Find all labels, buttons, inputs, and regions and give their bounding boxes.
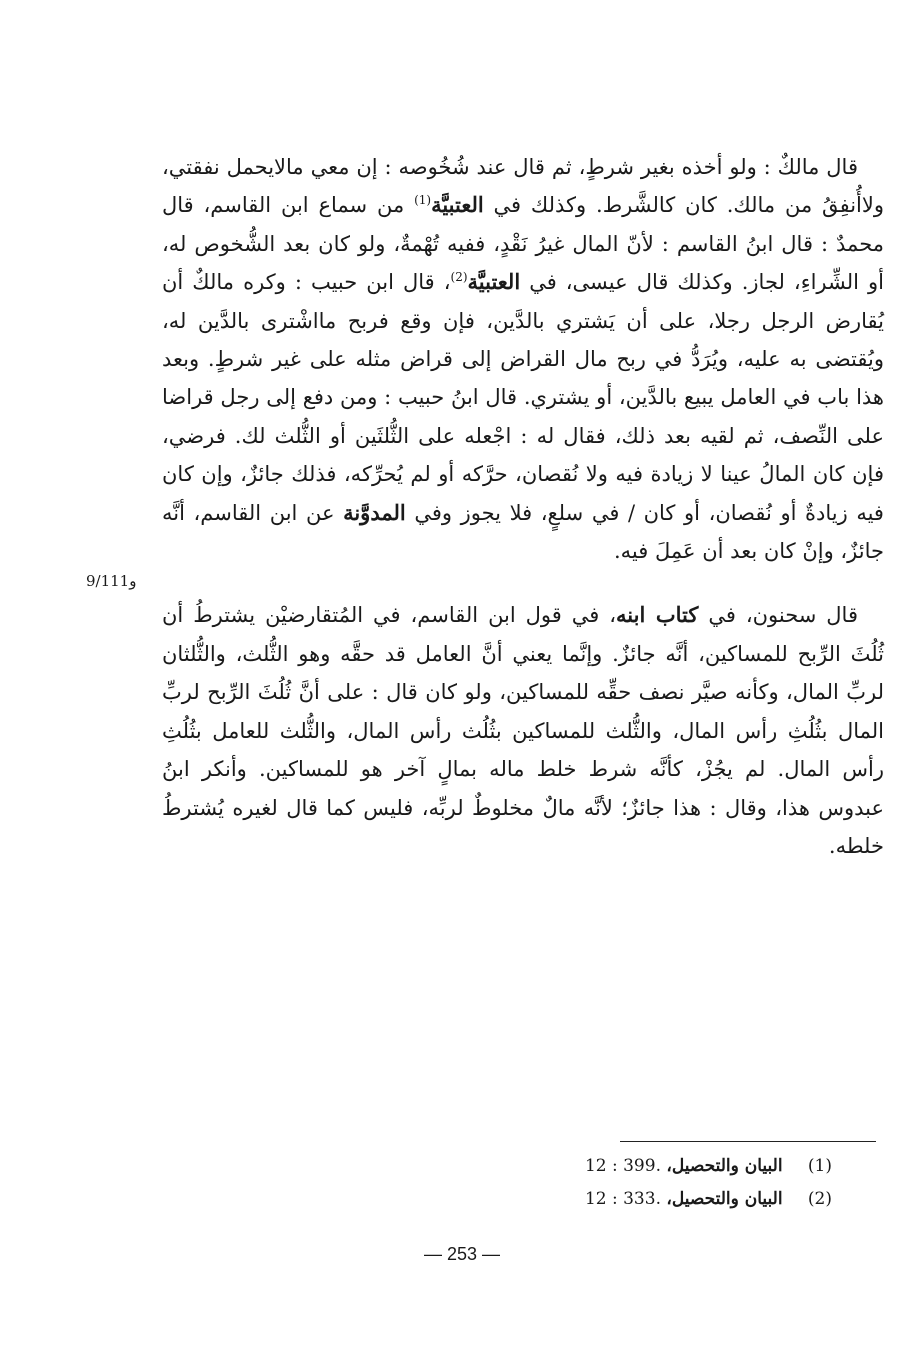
footnote-ref-2[interactable]: (2) bbox=[450, 270, 468, 285]
footnote-source: البيان والتحصيل، bbox=[666, 1156, 783, 1176]
footnote-number: (1) bbox=[807, 1156, 832, 1176]
footnote-ref-1[interactable]: (1) bbox=[414, 193, 432, 208]
text-run: قال سحنون، في bbox=[698, 603, 858, 628]
footnote-reference: 12 : 399. bbox=[584, 1156, 661, 1176]
bold-term-mudawwana: المدوَّنة bbox=[343, 499, 406, 525]
footnote-1 bbox=[585, 1150, 832, 1183]
main-text bbox=[162, 148, 884, 865]
footnote-number: (2) bbox=[807, 1189, 832, 1209]
bold-term-kitab-ibnih: كتاب ابنه bbox=[616, 602, 699, 628]
paragraph-2 bbox=[162, 596, 884, 865]
paragraph-1 bbox=[162, 148, 884, 570]
footnote-2 bbox=[585, 1183, 832, 1216]
footnotes bbox=[585, 1150, 832, 1216]
footnote-divider bbox=[620, 1141, 876, 1142]
page-number: — 253 — bbox=[423, 1244, 501, 1264]
footnote-reference: 12 : 333. bbox=[584, 1189, 661, 1209]
text-run: ، في قول ابن القاسم، في المُتقارضيْن يشترطُ أن ثُلُثَ الرِّبح للمساكين، أنَّه جائزٌ. وإنَّما يعني أنَّ العامل قد حقَّه وهو الثُّلث، والثُّلثان لربِّ المال، وكأنه صيَّر نصف حقِّه للمساكين، ولو كان قال : على أنَّ ثُلُثَ الرِّبح لربِّ المال بثُلُثِ رأس المال، والثُّلث للمساكين بثُلُث رأس المال، والثُّلث للعامل بثُلُثِ رأس المال. لم يجُزْ، كأنَّه شرط خلط ماله بمالٍ آخر هو للمساكين. وأنكر ابنُ عبدوس هذا، وقال : هذا جائزٌ؛ لأنَّه مالٌ مخلوطٌ لربِّه، فليس كما قال لغيره يُشترطُ خلطه. bbox=[162, 603, 884, 858]
bold-term-atbiyya: العتبيَّة bbox=[467, 269, 521, 295]
manuscript-folio-reference: 9/111و bbox=[86, 572, 137, 590]
text-run: من سماع ابن القاسم، قال محمدٌ : قال ابنُ القاسم : لأنّ المال غيرُ نَقْدٍ، ففيه تُهْمةٌ، ولو كان بعد الشُّخوص له، أو الشِّراءِ، لجاز. وكذلك قال عيسى، في bbox=[162, 193, 884, 295]
text-run: ، قال ابن حبيب : وكره مالكٌ أن يُقارض الرجل رجلا، على أن يَشتري بالدَّين، فإن وقع فربح مااشْترى بالدَّين له، ويُقتضى به عليه، ويُرَدُّ في ربح مال القراض إلى قراض مثله على غير شرطٍ. وبعد هذا باب في العامل يبيع بالدَّين، أو يشتري. قال ابنُ حبيب : ومن دفع إلى رجل قراضا على النِّصف، ثم لقيه بعد ذلك، فقال له : اجْعله على الثُّلثَين أو الثُّلث لك. فرضي، فإن كان المالُ عينا لا زيادة فيه ولا نُقصان، حرَّكه أو لم يُحرِّكه، فذلك جائزٌ، وإن كان فيه زيادةٌ أو نُقصان، أو كان / في سلعٍ، فلا يجوز وفي bbox=[162, 270, 884, 525]
text-run: قال مالكٌ : ولو أخذه بغير شرطٍ، ثم قال عند شُخُوصه : إن معي مالايحمل نفقتي، ولاأُنفِقُ من مالك. كان كالشَّرط. وكذلك في bbox=[162, 155, 884, 218]
bold-term-atbiyya: العتبيَّة bbox=[431, 192, 484, 218]
text-run: عن ابن القاسم، أنَّه جائزٌ، وإنْ كان بعد أن عَمِلَ فيه. bbox=[162, 500, 884, 564]
footnote-source: البيان والتحصيل، bbox=[666, 1189, 783, 1209]
